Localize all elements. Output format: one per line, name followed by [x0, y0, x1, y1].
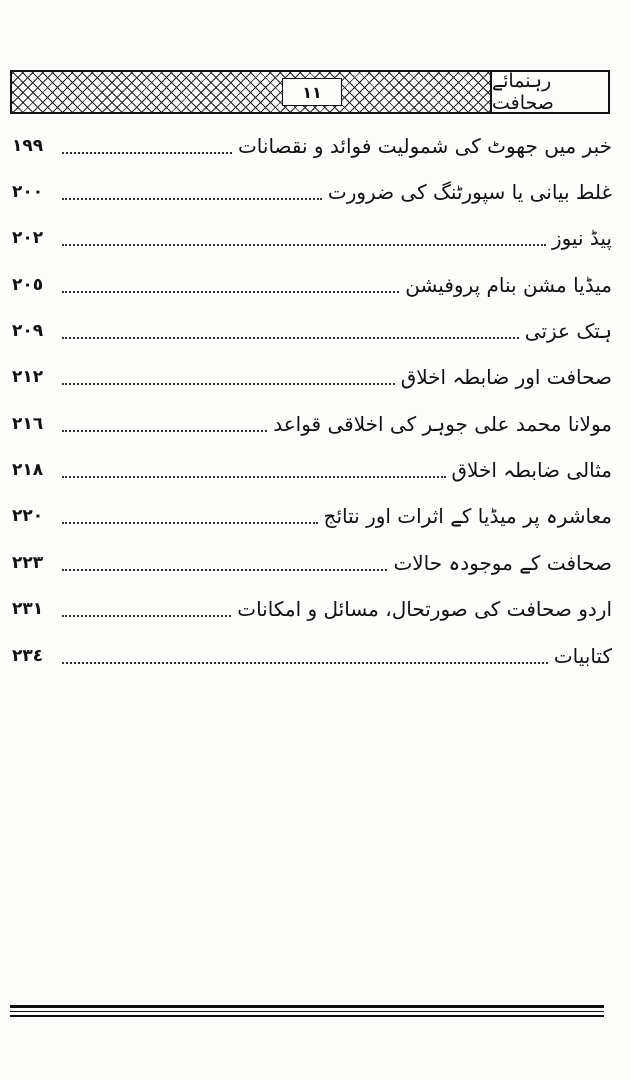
toc-entry-title: اردو صحافت کی صورتحال، مسائل و امکانات	[237, 597, 612, 621]
leader-dots	[62, 661, 548, 664]
toc-entry	[12, 446, 612, 486]
leader-dots	[62, 568, 387, 571]
toc-entry-title: مولانا محمد علی جوہر کی اخلاقی قواعد	[273, 412, 612, 436]
footer-rule-bottom	[10, 1015, 604, 1017]
leader-dots	[62, 521, 318, 524]
leader-dots	[62, 429, 267, 432]
toc-entry	[12, 632, 612, 672]
toc-entry-title: خبر میں جھوٹ کی شمولیت فوائد و نقصانات	[237, 134, 612, 158]
toc-entry-page: ١٩٩	[12, 136, 44, 156]
footer-rule-thin	[10, 1011, 604, 1012]
leader-dots	[62, 151, 232, 154]
leader-dots	[62, 197, 322, 200]
toc-entry-page: ٢٠٥	[12, 275, 44, 295]
toc-entry	[12, 353, 612, 393]
toc-entry-page: ٢١٨	[12, 460, 44, 480]
toc-entry-page: ٢٣١	[12, 599, 44, 619]
toc-entry-title: مثالی ضابطہ اخلاق	[451, 458, 612, 482]
toc-entry	[12, 400, 612, 440]
toc-entry-page: ٢٢٣	[12, 553, 44, 573]
footer-rule-thick	[10, 1005, 604, 1008]
toc-entry	[12, 585, 612, 625]
toc-entry-page: ٢١٢	[12, 367, 44, 387]
toc-entry-title: غلط بیانی یا سپورٹنگ کی ضرورت	[327, 180, 612, 204]
leader-dots	[62, 336, 519, 339]
toc-entry-title: صحافت اور ضابطہ اخلاق	[400, 365, 612, 389]
toc-entry	[12, 122, 612, 162]
toc-entry-title: کتابیات	[553, 644, 612, 668]
toc-entry-page: ٢٠٢	[12, 228, 44, 248]
toc-entry-title: ہتک عزتی	[524, 319, 612, 343]
leader-dots	[62, 382, 395, 385]
toc-entry-page: ٢٣٤	[12, 646, 44, 666]
toc-entry	[12, 492, 612, 532]
leader-dots	[62, 475, 446, 478]
toc-entry	[12, 168, 612, 208]
leader-dots	[62, 290, 399, 293]
header-page-number: ١١	[282, 78, 342, 106]
running-header	[10, 70, 610, 114]
toc-entry	[12, 261, 612, 301]
toc-entry-page: ٢٠٠	[12, 182, 44, 202]
header-book-title: رہنمائے صحافت	[490, 72, 608, 112]
toc-entry-title: میڈیا مشن بنام پروفیشن	[405, 273, 612, 297]
toc-entry-title: پیڈ نیوز	[551, 226, 612, 250]
toc-entry-title: معاشرہ پر میڈیا کے اثرات اور نتائج	[323, 504, 612, 528]
leader-dots	[62, 243, 546, 246]
leader-dots	[62, 614, 231, 617]
toc-entry-title: صحافت کے موجودہ حالات	[393, 551, 612, 575]
toc-entry-page: ٢٢٠	[12, 506, 44, 526]
toc-entry	[12, 539, 612, 579]
toc-entry-page: ٢١٦	[12, 414, 44, 434]
toc-entry-page: ٢٠٩	[12, 321, 44, 341]
toc-entry	[12, 307, 612, 347]
toc-entry	[12, 214, 612, 254]
